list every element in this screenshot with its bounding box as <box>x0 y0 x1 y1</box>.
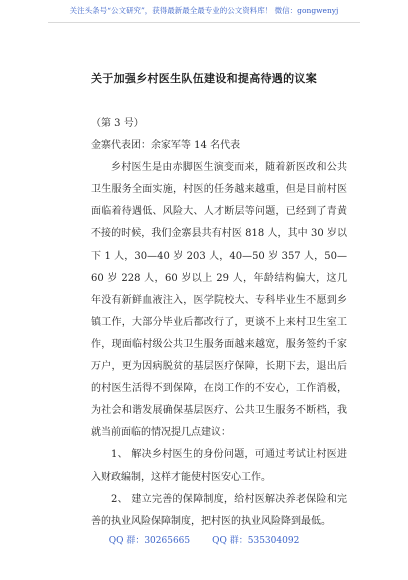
qq-group-link-1[interactable]: QQ 群：30265665 <box>108 536 191 546</box>
header-divider <box>48 22 360 23</box>
document-title: 关于加强乡村医生队伍建设和提高待遇的议案 <box>91 72 317 85</box>
promo-banner-link[interactable]: 关注头条号“公文研究”，获得最新最全最专业的公文资料库！ 微信：gongwenyj <box>69 6 339 15</box>
document-body <box>91 113 347 533</box>
suggestion-item-1: 1、 解决乡村医生的身份问题，可通过考试让村医进入财政编制，这样才能使村医安心工作。 <box>91 449 347 483</box>
delegation-line: 金寨代表团：余家军等 14 名代表 <box>91 140 241 152</box>
suggestion-item-2: 2、 建立完善的保障制度，给村医解决养老保险和完善的执业风险保障制度，把村医的执业风险降到最低。 <box>91 493 347 527</box>
proposal-number: （第 3 号） <box>91 118 144 129</box>
footer <box>0 535 408 547</box>
top-banner <box>0 6 408 16</box>
body-paragraph: 乡村医生是由赤脚医生演变而来，随着新医改和公共卫生服务全面实施，村医的任务越来越重，但是目前村医面临着待遇低、风险大、人才断层等问题，已经到了青黄不接的时候，我们金寨县共有村医 818 人，其中 30 岁以下 1 人，30—40 岁 203 人，40—50 岁 357 人，50—60 岁 228 人，60 岁以上 29 人，年龄结构偏大，这几年没有新鲜血液注入，医学院校大、专科毕业生不愿到乡镇工作，大部分毕业后都改行了，更谈不上来村卫生室工作，现面临村级公共卫生服务面越来越宽，服务签约千家万户，更为因病脱贫的基层医疗保障，长期下去，退出后的村医生活得不到保障，在岗工作的不安心，工作消极，为社会和谐发展确保基层医疗、公共卫生服务不断档，我就当前面临的情况提几点建议： <box>91 162 347 439</box>
qq-group-link-2[interactable]: QQ 群：535304092 <box>212 536 300 546</box>
